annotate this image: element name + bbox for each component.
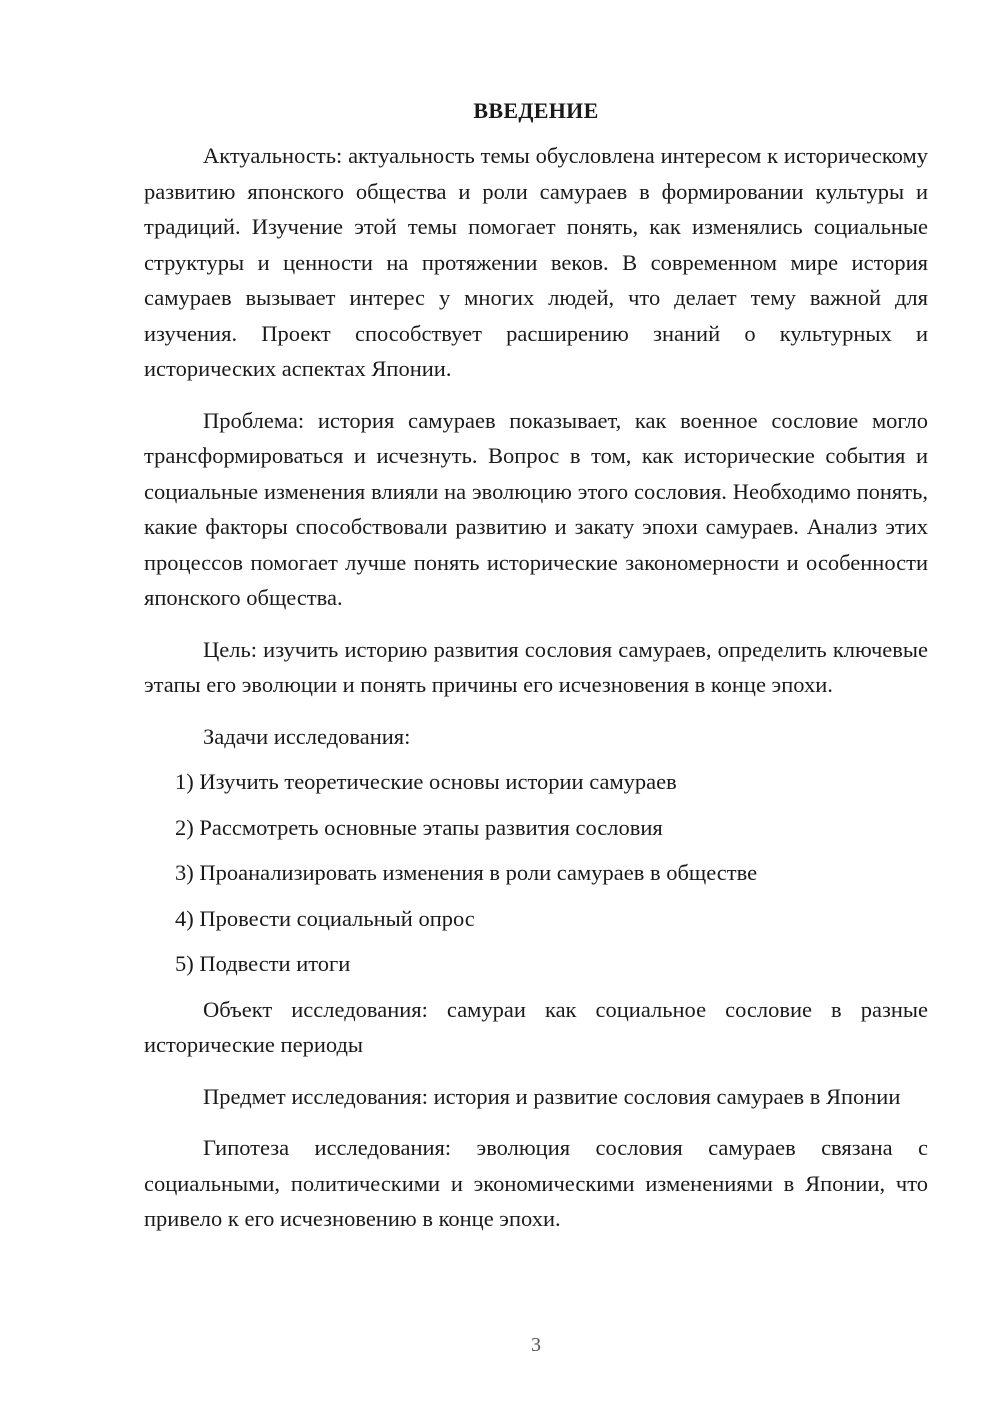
task-item: 1) Изучить теоретические основы истории самураев xyxy=(175,769,677,794)
task-item: 3) Проанализировать изменения в роли самураев в обществе xyxy=(175,860,758,885)
task-item: 4) Провести социальный опрос xyxy=(175,905,475,931)
tasks-heading: Задачи исследования: xyxy=(203,723,411,749)
task-item: 2) Рассмотреть основные этапы развития сословия xyxy=(175,814,663,840)
relevance-paragraph: Актуальность: актуальность темы обусловлена интересом к историческому развитию японского общества и роли самураев в формировании культуры и традиций. Изучение этой темы помогает понять, как изменялись социальные структуры и ценности на протяжении веков. В современном мире история самураев вызывает интерес у многих людей, что делает тему важной для изучения. Проект способствует расширению знаний о культурных и исторических аспектах Японии. xyxy=(144,143,928,381)
page-content xyxy=(144,94,928,1253)
task-item: 5) Подвести итоги xyxy=(175,951,351,976)
page-number: 3 xyxy=(531,1334,541,1356)
goal-paragraph: Цель: изучить историю развития сословия самураев, определить ключевые этапы его эволюции и понять причины его исчезновения в конце эпохи. xyxy=(144,636,928,697)
problem-paragraph: Проблема: история самураев показывает, как военное сословие могло трансформироваться и исчезнуть. Вопрос в том, как исторические события и социальные изменения влияли на эволюцию этого сословия. Необходимо понять, какие факторы способствовали развитию и закату эпохи самураев. Анализ этих процессов помогает лучше понять исторические закономерности и особенности японского общества. xyxy=(144,407,928,610)
hypothesis-paragraph: Гипотеза исследования: эволюция сословия самураев связана с социальными, политическими и экономическими изменениями в Японии, что привело к его исчезновению в конце эпохи. xyxy=(144,1135,928,1231)
subject-paragraph: Предмет исследования: история и развитие сословия самураев в Японии xyxy=(203,1083,901,1109)
object-paragraph: Объект исследования: самураи как социальное сословие в разные исторические периоды xyxy=(144,996,928,1057)
page-title: ВВЕДЕНИЕ xyxy=(473,98,599,123)
tasks-list xyxy=(144,764,928,982)
